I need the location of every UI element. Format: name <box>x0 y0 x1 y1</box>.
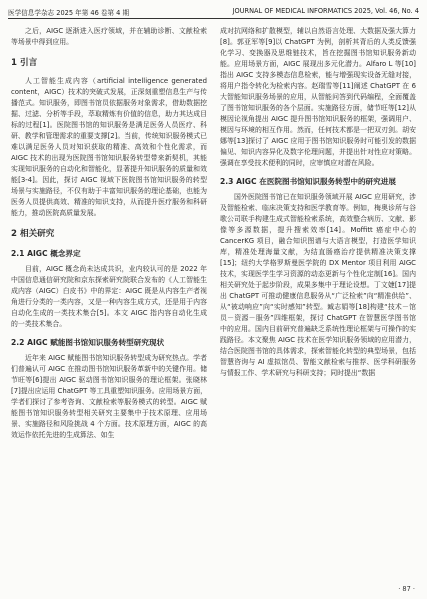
intro-paragraph: 人工智能生成内容（artificial intelligence generated content，AIGC）技术的突破式发展，正深刻重塑信息生产与传播范式。知识服务，即图书馆员依据服务对象需求，借助数据挖掘、过滤、分析等手段，萃取精炼有价值的信息，助力其达成目标的过程[1]。医院图书馆的知识服务是满足医务人员医疗、科研、教学和管理需求的重要支撑[2]。当前，传统知识服务模式已难以满足医务人员对知识获取的精准、高效和个性化需求，而 AIGC 技术的出现为医院图书馆知识服务转型带来新契机，其能实现知识服务的自动化和智能化，显著提升知识服务的质量和效能[3-4]。因此，探讨 AIGC 视域下医院图书馆知识服务的转型场景与实施路径，不仅有助于丰富知识服务的理论基础，也能为医务人员提供高效、精准的知识支持，从而提升医疗服务和科研能力，推动医院高质量发展。 <box>11 77 207 217</box>
progress-paragraph: 国外医院图书馆已在知识服务领域开展 AIGC 应用研究，涉及智能检索、临床决策支持和医学教育等。例如，梅奥诊所与谷歌公司联手构建生成式智能检索系统，高效整合病历、文献、影像等多源数据，提升搜索效率[14]。Moffitt 癌症中心的 CancerKG 项目，融合知识图谱与大语言模型，打造医学知识库，精准处理海量文献，为结直肠癌治疗提供精准决策支撑[15]；纽约大学格罗斯曼医学院的 DX Mentor 项目利用 AIGC 技术，实现医学生学习资源的动态更新与个性化定制[16]。国内相关研究处于起步阶段，成果多集中于理论设想。丁文婕[17]提出 ChatGPT 可推动健康信息服务从“广泛检索”向“精准供给”、从“被动响应”向“实时感知”转型。臧志娟等[18]构建“技术－馆员－资源－服务”四维框架，探讨 ChatGPT 在智慧医学图书馆中的应用。国内目前研究普遍缺乏系统性理论框架与可操作的实践路径。本文聚焦 AIGC 技术在医学知识服务领域的应用潜力，结合医院图书馆的具体需求，探索智能化转型的典型场景，包括智慧咨询与 AI 虚拟馆员、智能文献检索与推荐、医学科研服务与情报工作、学术研究与科研支持；同时提出“数据 <box>220 193 416 377</box>
running-header <box>8 6 419 19</box>
header-journal-en: JOURNAL OF MEDICAL INFORMATICS 2025, Vol. 46, No. 4 <box>232 7 419 15</box>
page-number: · 87 · <box>398 585 415 593</box>
status-paragraph: 近年来 AIGC 赋能图书馆知识服务转型成为研究热点。学者们普遍认可 AIGC 在推动图书馆知识服务革新中的关键作用。储节旺等[6]提出 AIGC 驱动图书馆知识服务的理论框架。张晓林[7]提出应运用 ChatGPT 等工具重塑知识服务。应用场景方面，学者们探讨了参考咨询、文献检索等服务模式的转型。AIGC 赋能图书馆知识服务转型相关研究主要集中于技术原理、应用场景、实施路径和风险挑战 4 个方面。技术原理方面，AIGC 的高效运作依托先进的生成算法、如生 <box>11 354 207 439</box>
section-title-introduction: 1 引言 <box>11 58 38 68</box>
continuation-paragraph: 成对抗网络和扩散模型，辅以自然语言处理、大数据及强大算力[8]。郭亚军等[9]以 ChatGPT 为例，剖析其背后的人类反馈强化学习、变换器及思维链技术，旨在挖掘图书馆知识服务新动能。应用场景方面，AIGC 展现出多元化潜力。Alfaro L 等[10]指出 AIGC 支持多模态信息检索，能与增强现实设备无缝对接，将用户指令转化为检索内容。赵瑞雪等[11]阐述 ChatGPT 在 6 大智能知识服务场景的应用，从智能问答到代码编程，全面覆盖了图书馆知识服务的各个层面。实施路径方面，储节旺等[12]从模因论视角提出 AIGC 提升图书馆知识服务的框架，强调用户、模因与环境的相互作用。然而，任何技术都是一把双刃剑。胡安娜等[13]探讨了 AIGC 应用于图书馆知识服务时可能引发的数据偏见、知识内容异化及数字伦理问题，并提出针对性应对策略。强调在享受技术便利的同时，应审慎应对潜在风险。 <box>220 27 416 167</box>
header-journal-cn: 医学信息学杂志 2025 年第 46 卷第 4 期 <box>8 9 130 17</box>
left-column <box>11 26 207 441</box>
subsection-title-2-1: 2.1 AIGC 概念界定 <box>11 249 81 258</box>
subsection-title-2-3: 2.3 AIGC 在医院图书馆知识服务转型中的研究进展 <box>220 177 396 186</box>
right-column <box>220 26 416 379</box>
section-title-related-work: 2 相关研究 <box>11 229 55 239</box>
continued-paragraph: 之后，AIGC 逐渐进入医疗领域，并在辅助诊断、文献检索等场景中得到应用。 <box>11 27 207 46</box>
subsection-title-2-2: 2.2 AIGC 赋能图书馆知识服务转型研究现状 <box>11 338 165 347</box>
definition-paragraph: 目前，AIGC 概念尚未达成共识，业内较认可的是 2022 年中国信息通信研究院和京东探索研究院联合发布的《人工智能生成内容（AIGC）白皮书》中的界定：AIGC 既是从内容生产者视角进行分类的一类内容，又是一种内容生成方式，还是用于内容自动化生成的一类技术集合[5]。本文 AIGC 指内容自动化生成的一类技术集合。 <box>11 265 207 328</box>
